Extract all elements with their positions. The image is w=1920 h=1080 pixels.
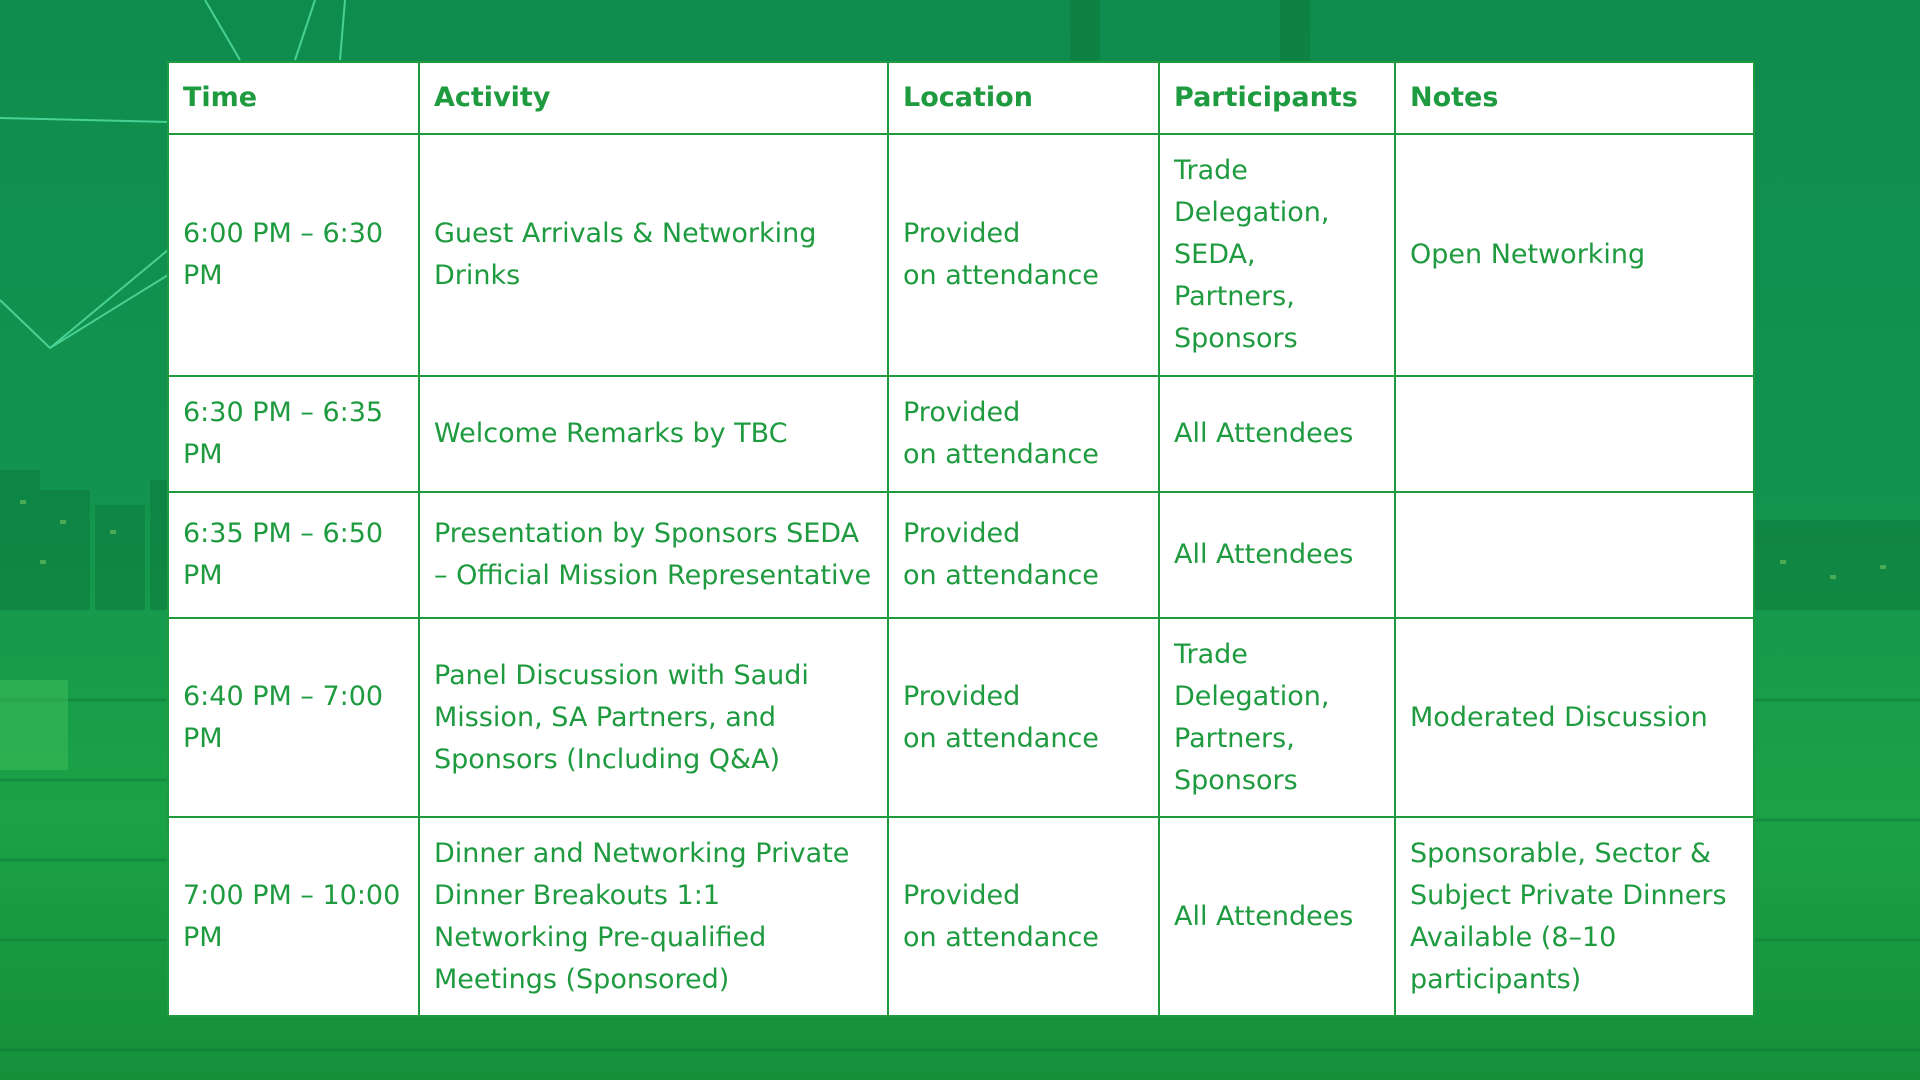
location-cell (888, 134, 1159, 376)
participants-cell: All Attendees (1159, 817, 1395, 1016)
column-header-location: Location (888, 62, 1159, 134)
location-line2: on attendance (903, 560, 1099, 591)
location-cell (888, 492, 1159, 618)
notes-cell: Sponsorable, Sector & Subject Private Dinners Available (8–10 participants) (1395, 817, 1754, 1016)
schedule-table (167, 61, 1755, 1017)
table-row (168, 618, 1754, 817)
activity-cell: Dinner and Networking Private Dinner Breakouts 1:1 Networking Pre-qualified Meetings (Sponsored) (419, 817, 888, 1016)
time-cell: 6:35 PM – 6:50 PM (168, 492, 419, 618)
location-line1: Provided (903, 218, 1021, 249)
location-line1: Provided (903, 879, 1021, 911)
location-line2: on attendance (903, 722, 1099, 754)
time-cell: 6:40 PM – 7:00 PM (168, 618, 419, 817)
time-cell: 6:30 PM – 6:35 PM (168, 376, 419, 492)
participants-cell: Trade Delegation, Partners, Sponsors (1159, 618, 1395, 817)
activity-cell: Welcome Remarks by TBC (419, 376, 888, 492)
column-header-notes: Notes (1395, 62, 1754, 134)
participants-cell: All Attendees (1159, 492, 1395, 618)
time-cell: 6:00 PM – 6:30 PM (168, 134, 419, 376)
table-row (168, 134, 1754, 376)
activity-cell: Panel Discussion with Saudi Mission, SA Partners, and Sponsors (Including Q&A) (419, 618, 888, 817)
location-line1: Provided (903, 397, 1021, 428)
location-line1: Provided (903, 680, 1021, 712)
notes-cell: Open Networking (1395, 134, 1754, 376)
location-line1: Provided (903, 518, 1021, 549)
notes-cell: Moderated Discussion (1395, 618, 1754, 817)
participants-cell: Trade Delegation, SEDA, Partners, Sponsors (1159, 134, 1395, 376)
activity-cell: Guest Arrivals & Networking Drinks (419, 134, 888, 376)
notes-cell (1395, 376, 1754, 492)
time-cell: 7:00 PM – 10:00 PM (168, 817, 419, 1016)
location-line2: on attendance (903, 260, 1099, 291)
table-row (168, 492, 1754, 618)
table-row (168, 817, 1754, 1016)
column-header-time: Time (168, 62, 419, 134)
location-line2: on attendance (903, 439, 1099, 470)
location-cell (888, 618, 1159, 817)
column-header-participants: Participants (1159, 62, 1395, 134)
location-cell (888, 376, 1159, 492)
location-line2: on attendance (903, 921, 1099, 953)
table-row (168, 376, 1754, 492)
location-cell (888, 817, 1159, 1016)
table-header-row (168, 62, 1754, 134)
activity-cell: Presentation by Sponsors SEDA – Official Mission Representative (419, 492, 888, 618)
notes-cell (1395, 492, 1754, 618)
column-header-activity: Activity (419, 62, 888, 134)
participants-cell: All Attendees (1159, 376, 1395, 492)
